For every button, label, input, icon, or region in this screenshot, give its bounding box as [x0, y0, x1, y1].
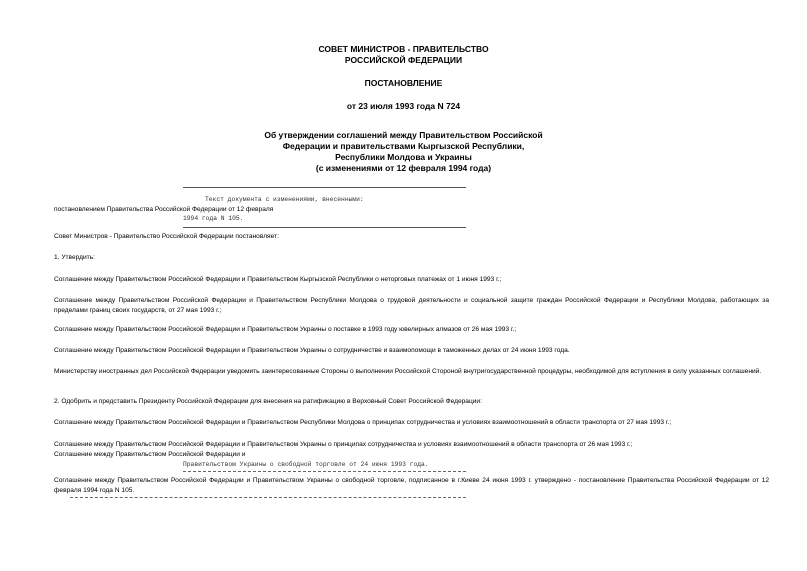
free-trade-dashed-rule-top — [183, 471, 466, 472]
header-line-2: РОССИЙСКОЙ ФЕДЕРАЦИИ — [344, 55, 463, 65]
agreement-moldova-transport: Соглашение между Правительством Российской Федерации и Правительством Республики Молдова о принципах сотрудничества и условиях взаимоотношений в области транспорта от 27 мая 1993 г.; — [54, 419, 672, 426]
agreement-ukraine-transport: Соглашение между Правительством Российской Федерации и Правительством Украины о принципах сотрудничества и условиях взаимоотношений в области транспорта от 26 мая 1993 г.; — [54, 441, 633, 448]
item-1-heading: 1. Утвердить: — [54, 254, 95, 261]
free-trade-approval-note: Соглашение между Правительством Российской Федерации и Правительством Украины о свободной торговле, подписанное в г.Киеве 24 июня 1993 г. утверждено - постановление Правительства Российской Федерации от 12 февраля 1994 года N 105. — [54, 477, 769, 494]
agreement-ukraine-free-trade-start: Соглашение между Правительством Российской Федерации и — [54, 451, 246, 458]
foreign-ministry-paragraph: Министерству иностранных дел Российской Федерации уведомить заинтересованные Стороны о выполнении Российской Стороной внутригосударственной процедуры, необходимой для вступления в силу указанных соглашений. — [54, 368, 762, 375]
document-date-number: от 23 июля 1993 года N 724 — [346, 101, 461, 111]
note-mono-line-1: Текст документа с изменениями, внесенными: — [205, 196, 364, 203]
title-line-1: Об утверждении соглашений между Правительством Российской — [264, 130, 543, 140]
document-type: ПОСТАНОВЛЕНИЕ — [364, 78, 443, 88]
agreement-ukraine-diamonds: Соглашение между Правительством Российской Федерации и Правительством Украины о поставке в 1993 году ювелирных алмазов от 26 мая 1993 г.; — [54, 326, 517, 333]
agreement-moldova-labor: Соглашение между Правительством Российской Федерации и Правительством Республики Молдова о трудовой деятельности и социальной защите граждан Российской Федерации и Республики Молдова, работающих за пределами границ своих государств, от 27 мая 1993 г.; — [54, 297, 769, 314]
title-line-3: Республики Молдова и Украины — [335, 152, 472, 162]
free-trade-mono-line: Правительством Украины о свободной торговле от 24 июня 1993 года. — [183, 461, 429, 468]
header-line-1: СОВЕТ МИНИСТРОВ - ПРАВИТЕЛЬСТВО — [318, 44, 489, 54]
title-line-4: (с изменениями от 12 февраля 1994 года) — [315, 163, 492, 173]
note-text-line: постановлением Правительства Российской Федерации от 12 февраля — [54, 206, 274, 213]
note-top-rule — [183, 187, 466, 188]
agreement-ukraine-customs: Соглашение между Правительством Российской Федерации и Правительством Украины о сотрудничестве и взаимопомощи в таможенных делах от 24 июня 1993 года. — [54, 347, 570, 354]
body-intro: Совет Министров - Правительство Российской Федерации постановляет: — [54, 233, 279, 240]
agreement-kyrgyz-payments: Соглашение между Правительством Российской Федерации и Правительством Кыргызской Республики о неторговых платежах от 1 июня 1993 г.; — [54, 276, 502, 283]
note-mono-line-2: 1994 года N 105. — [183, 215, 244, 222]
title-line-2: Федерации и правительствами Кыргызской Республики, — [282, 141, 525, 151]
note-bottom-rule — [183, 227, 466, 228]
free-trade-dashed-rule-bottom — [70, 497, 466, 498]
item-2-heading: 2. Одобрить и представить Президенту Российской Федерации для внесения на ратификацию в Верховный Совет Российской Федерации: — [54, 398, 482, 405]
